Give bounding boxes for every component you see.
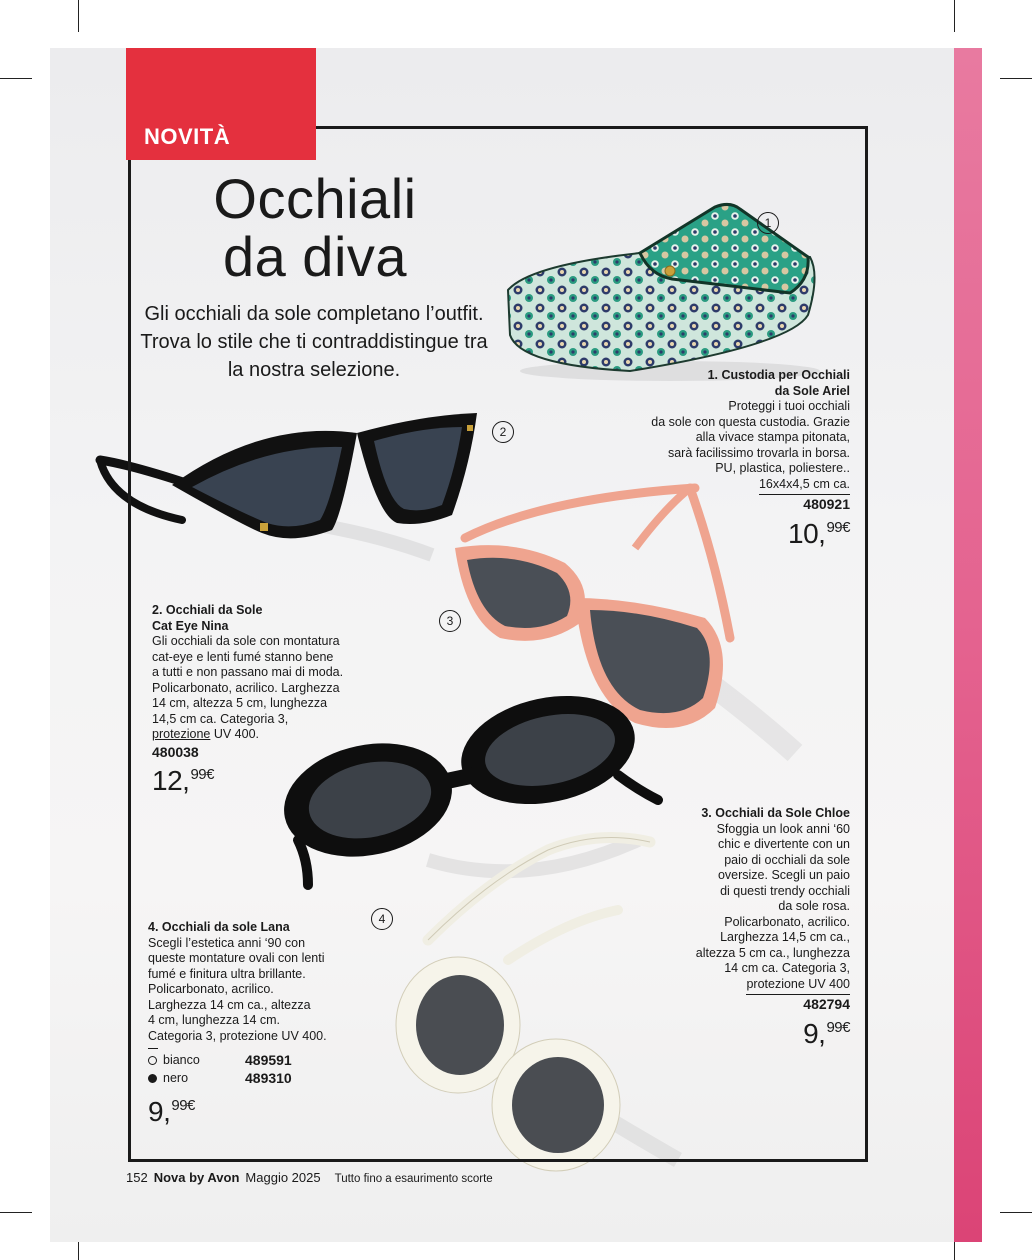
content-frame-left-edge (128, 160, 131, 1162)
variant-name: bianco (163, 1053, 200, 1067)
product-1-price (620, 513, 850, 549)
product-2-desc-line: Gli occhiali da sole con montatura (152, 634, 340, 648)
page-title-line2: da diva (222, 225, 408, 288)
product-1-code: 480921 (803, 496, 850, 512)
variant-code: 489591 (245, 1052, 292, 1068)
product-4-price (148, 1091, 378, 1127)
crop-mark (0, 78, 32, 79)
product-1-info (620, 368, 850, 549)
pink-edge-strip (954, 48, 982, 1242)
variant-divider (148, 1048, 158, 1049)
crop-mark (1000, 78, 1032, 79)
product-1-desc-line: Proteggi i tuoi occhiali (728, 399, 850, 413)
product-number-1: 1 (757, 212, 779, 234)
product-3-desc-line: di questi trendy occhiali (720, 883, 850, 898)
page-footer (126, 1170, 493, 1185)
product-4-info (148, 920, 378, 1127)
product-3-desc-line: oversize. Scegli un paio (717, 868, 850, 882)
product-3-desc-line: Larghezza 14,5 cm ca., (720, 930, 850, 944)
product-3-desc-line: da sole rosa. (778, 899, 850, 913)
new-badge (126, 48, 316, 160)
product-2-desc-underlined: protezione (152, 727, 211, 741)
product-3-desc-line: paio di occhiali da sole (724, 852, 850, 867)
product-4-desc-line: queste montature ovali con lenti (148, 951, 325, 965)
crop-mark (954, 0, 955, 32)
page-title-line1: Occhiali (213, 167, 417, 230)
crop-mark (1000, 1212, 1032, 1213)
product-3-price-main: 9, (803, 1017, 826, 1049)
product-1-desc-line: alla vivace stampa pitonata, (695, 430, 850, 444)
product-2-title-line2: Cat Eye Nina (152, 618, 229, 633)
swatch-white-icon (148, 1056, 157, 1065)
product-1-title-line1: 1. Custodia per Occhiali (707, 368, 850, 382)
product-2-desc-last (152, 727, 382, 743)
page-number: 152 (126, 1170, 148, 1185)
footer-issue: Maggio 2025 (245, 1170, 321, 1185)
product-2-desc-line: 14,5 cm ca. Categoria 3, (152, 711, 289, 726)
product-3-desc-line: 14 cm ca. Categoria 3, (724, 961, 850, 975)
page-title (130, 167, 500, 288)
new-badge-label: NOVITÀ (144, 124, 231, 149)
product-1-title-line2: da Sole Ariel (774, 383, 850, 398)
product-4-desc-line: Scegli l’estetica anni ‘90 con (148, 935, 306, 950)
variant-row-bianco[interactable] (148, 1051, 378, 1069)
product-number-2: 2 (492, 421, 514, 443)
product-1-desc-line: 16x4x4,5 cm ca. (759, 477, 850, 496)
product-4-title: 4. Occhiali da sole Lana (148, 920, 290, 934)
product-2-desc-line: cat-eye e lenti fumé stanno bene (152, 649, 334, 664)
product-2-price-cents: 99€ (190, 766, 214, 783)
product-4-desc-line: Policarbonato, acrilico. (148, 982, 274, 996)
product-3-desc-line: protezione UV 400 (746, 977, 850, 996)
product-2-desc-rest: UV 400. (210, 727, 260, 741)
swatch-black-icon (148, 1074, 157, 1083)
crop-mark (0, 1212, 32, 1213)
crop-mark (954, 1242, 955, 1260)
product-1-price-main: 10, (788, 517, 826, 549)
product-2-price-main: 12, (152, 765, 190, 796)
footer-brand: Nova by Avon (153, 1170, 240, 1185)
product-4-desc-line: Categoria 3, protezione UV 400. (148, 1028, 327, 1043)
crop-mark (78, 1242, 79, 1260)
product-4-price-cents: 99€ (171, 1097, 195, 1114)
product-1-desc-line: PU, plastica, poliestere.. (715, 461, 850, 475)
variant-name: nero (163, 1071, 189, 1085)
product-3-desc-line: chic e divertente con un (717, 837, 850, 851)
product-1-desc-line: da sole con questa custodia. Grazie (651, 414, 850, 429)
product-1-price-cents: 99€ (826, 518, 850, 536)
product-3-desc-line: Sfoggia un look anni ‘60 (716, 821, 850, 836)
product-2-info (152, 603, 382, 796)
product-number-4: 4 (371, 908, 393, 930)
product-4-desc-line: fumé e finitura ultra brillante. (148, 966, 306, 981)
product-2-price (152, 760, 382, 796)
product-3-code: 482794 (803, 996, 850, 1012)
variant-code: 489310 (245, 1070, 292, 1086)
variant-row-nero[interactable] (148, 1069, 378, 1087)
product-1-desc-line: sarà facilissimo trovarla in borsa. (667, 445, 850, 460)
product-3-price-cents: 99€ (826, 1018, 850, 1036)
product-4-desc-line: 4 cm, lunghezza 14 cm. (148, 1013, 281, 1027)
product-3-desc-line: altezza 5 cm ca., lunghezza (695, 945, 850, 960)
crop-mark (78, 0, 79, 32)
product-3-desc-line: Policarbonato, acrilico. (724, 914, 850, 929)
product-2-desc-line: Policarbonato, acrilico. Larghezza (152, 680, 340, 695)
intro-text: Gli occhiali da sole completano l’outfit. Trova lo stile che ti contraddistingue tra la nostra selezione. (140, 303, 488, 381)
product-2-code: 480038 (152, 743, 199, 760)
product-2-desc-line: 14 cm, altezza 5 cm, lunghezza (152, 696, 328, 710)
product-3-info (640, 806, 850, 1049)
product-4-desc-line: Larghezza 14 cm ca., altezza (148, 997, 311, 1012)
footer-note: Tutto fino a esaurimento scorte (334, 1173, 493, 1185)
product-number-3: 3 (439, 610, 461, 632)
product-2-title-line1: 2. Occhiali da Sole (152, 603, 263, 617)
product-4-price-main: 9, (148, 1096, 171, 1127)
product-3-price (640, 1013, 850, 1049)
product-2-desc-line: a tutti e non passano mai di moda. (152, 665, 344, 679)
product-3-title: 3. Occhiali da Sole Chloe (701, 806, 850, 820)
